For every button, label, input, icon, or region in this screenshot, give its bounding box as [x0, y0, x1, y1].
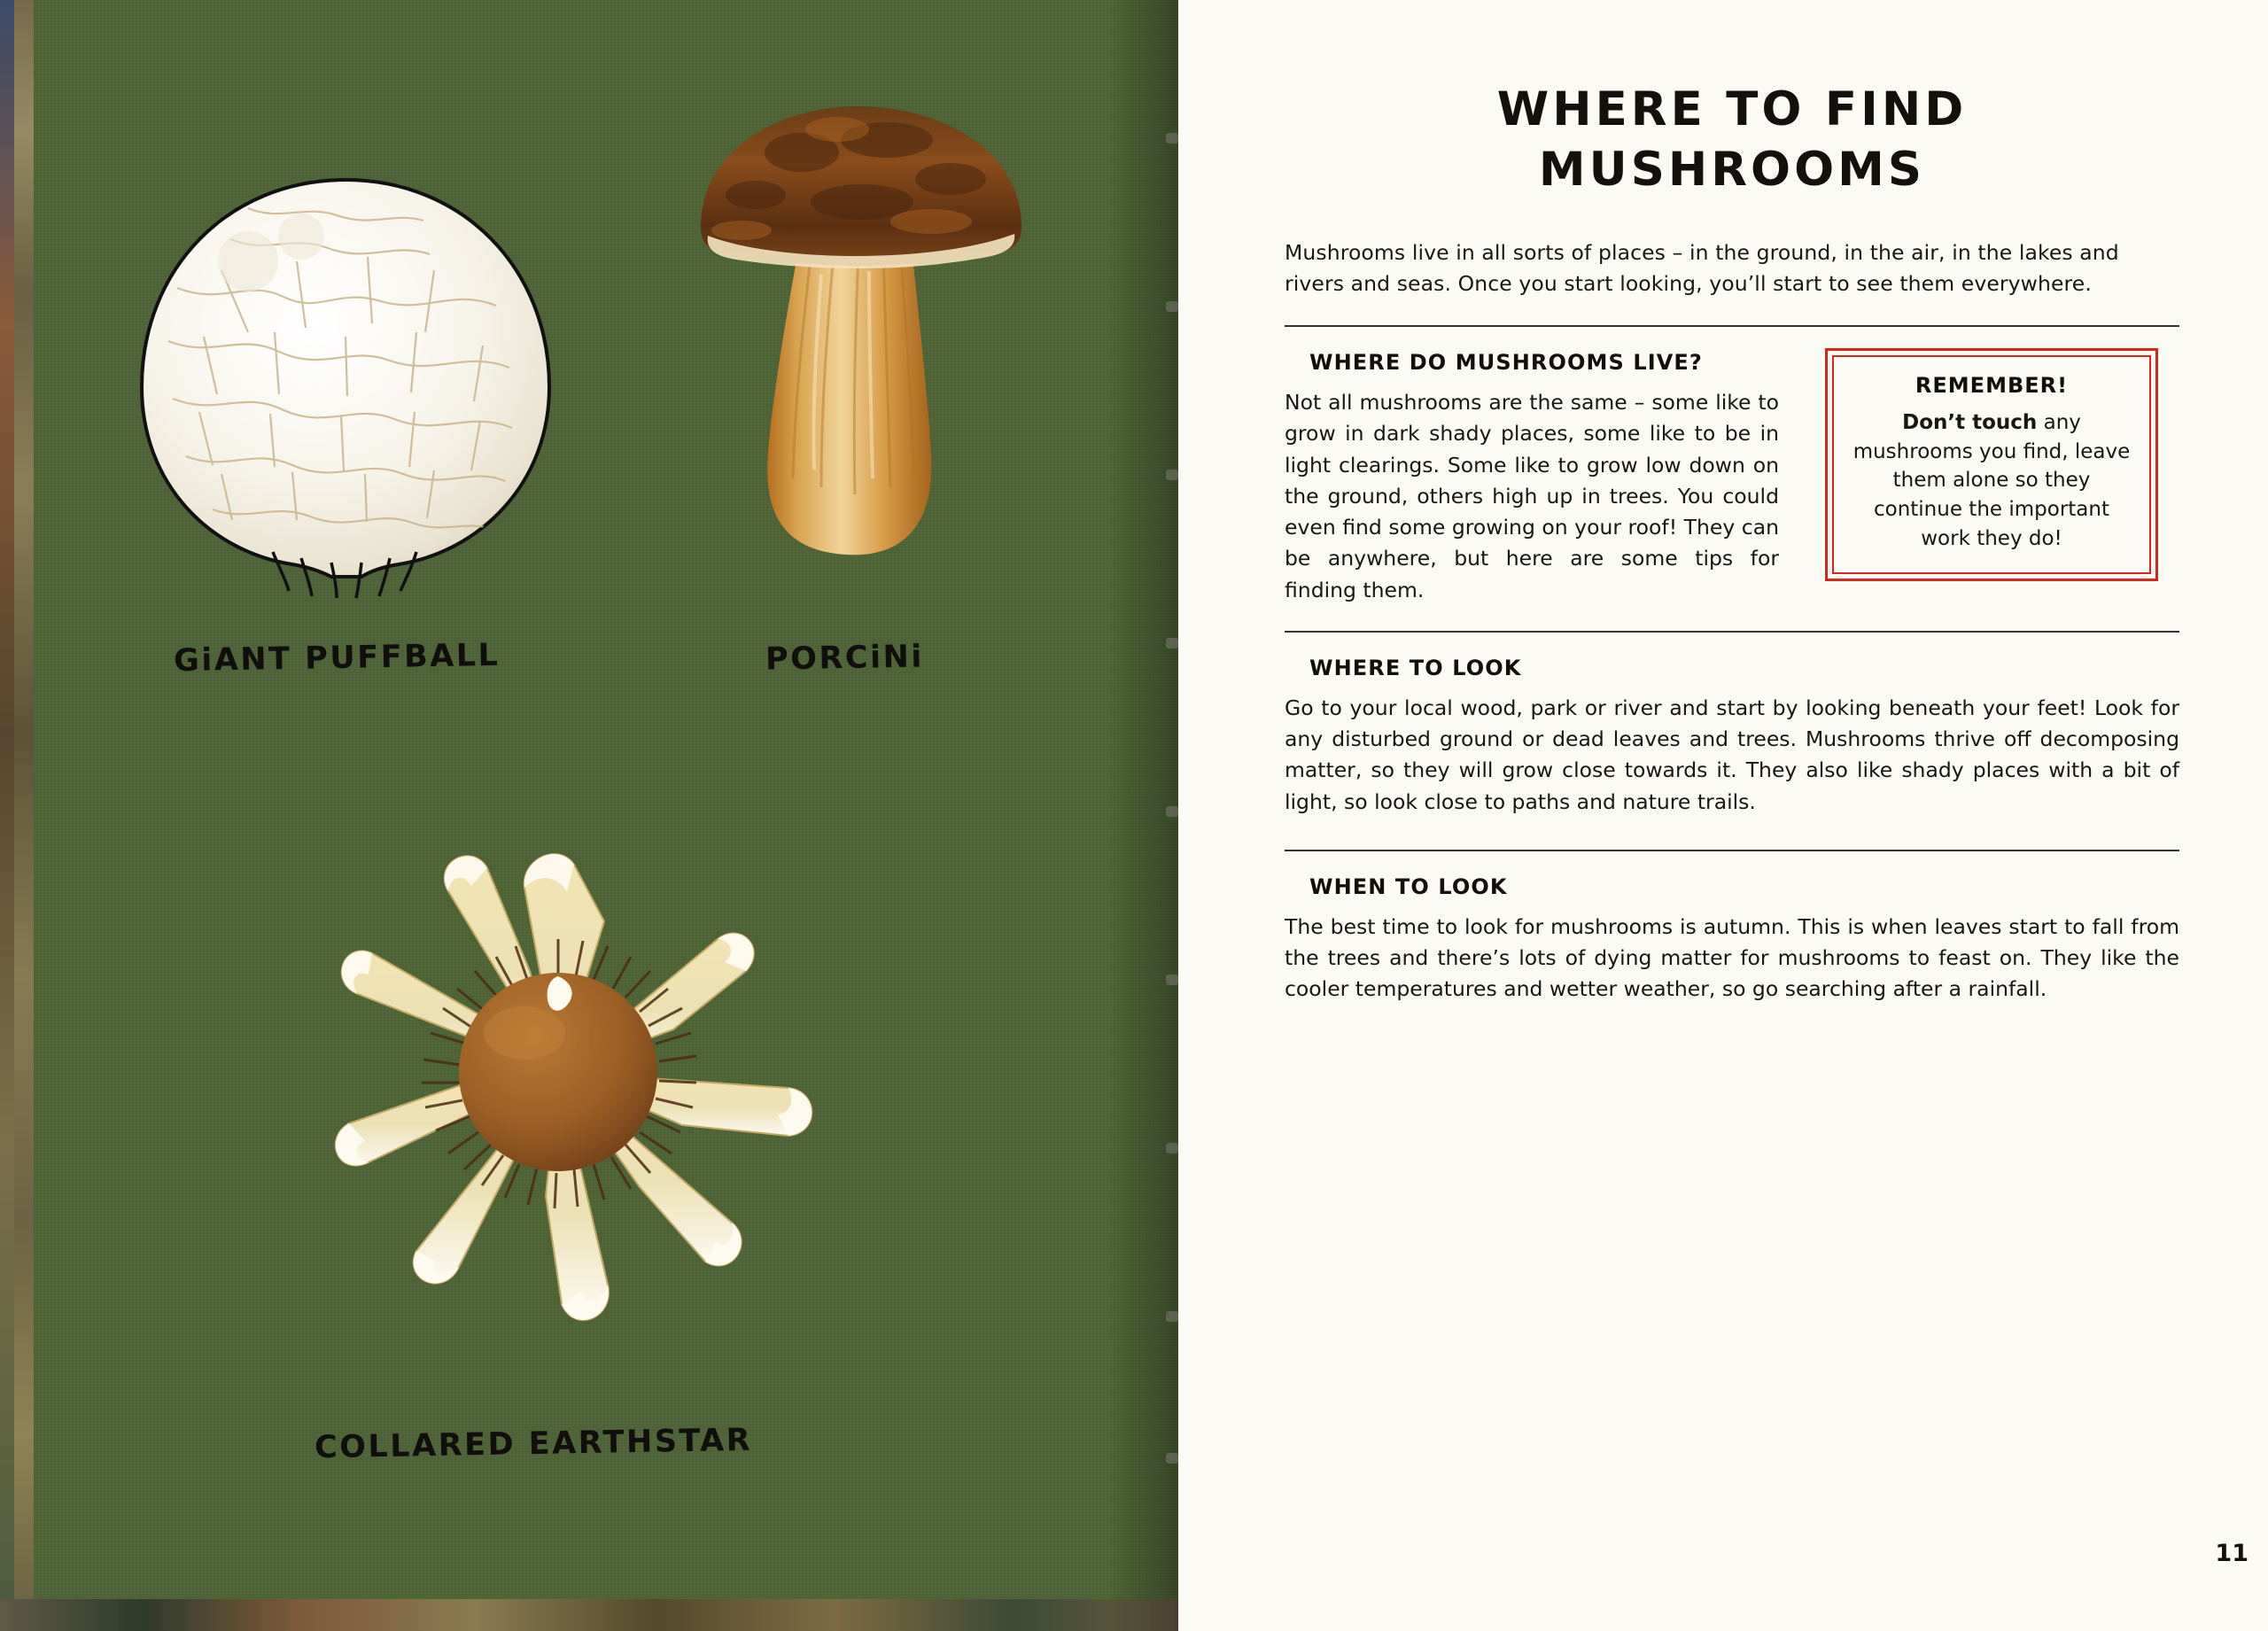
page-title — [1285, 80, 2179, 200]
section-title-where-to-look: WHERE TO LOOK — [1309, 655, 1522, 680]
remember-callout-inner — [1832, 355, 2151, 574]
bottom-photo-edge — [0, 1599, 1192, 1631]
page-title-line1: WHERE TO FIND — [1496, 82, 1968, 136]
right-page-content — [1285, 0, 2179, 1631]
book-edge-inner — [0, 0, 14, 1631]
caption-collared-earthstar: COLLARED EARTHSTAR — [314, 1422, 753, 1466]
porcini-illustration — [669, 97, 1059, 629]
remember-rest: any mushrooms you find, leave them alone so they continue the important work they do! — [1852, 411, 2131, 550]
intro-paragraph: Mushrooms live in all sorts of places – in the ground, in the air, in the lakes and rivers and seas. Once you start looking, you’ll start to see them everywhere. — [1285, 239, 2119, 297]
section-where-do-mushrooms-live — [1285, 327, 2179, 606]
section-body-when-to-look: The best time to look for mushrooms is autumn. This is when leaves start to fall from the trees and there’s lots of dying matter for mushrooms to feast on. They like the cooler temperatures and wetter weather, so go searching after a rainfall. — [1285, 913, 2179, 1002]
section-title-where-live: WHERE DO MUSHROOMS LIVE? — [1309, 350, 1703, 376]
remember-title: REMEMBER! — [1915, 373, 2069, 399]
porcini-svg — [669, 97, 1059, 629]
spine-notches — [1166, 0, 1178, 1631]
collared-earthstar-illustration — [292, 806, 842, 1373]
remember-text — [1848, 408, 2135, 553]
remember-bold-lead: Don’t touch — [1902, 411, 2038, 435]
right-page — [1178, 0, 2268, 1631]
divider-3 — [1285, 850, 2179, 851]
collared-earthstar-svg — [292, 806, 842, 1373]
section-body-where-to-look: Go to your local wood, park or river and start by looking beneath your feet! Look for any disturbed ground or dead leaves and trees. Mushrooms thrive off decomposing matter, so they will grow close towards it. They also like shady places with a bit of light, so look close to paths and nature trails. — [1285, 695, 2179, 814]
giant-puffball-illustration — [115, 155, 576, 616]
giant-puffball-svg — [115, 155, 576, 616]
section-text-column — [1285, 327, 1798, 606]
page-number: 11 — [2215, 1540, 2249, 1567]
remember-callout-box — [1825, 348, 2158, 581]
caption-porcini: PORCiNi — [765, 639, 925, 678]
divider-2 — [1285, 631, 2179, 633]
section-when-to-look — [1285, 874, 2179, 1006]
section-where-to-look — [1285, 656, 2179, 818]
caption-giant-puffball: GiANT PUFFBALL — [173, 637, 501, 680]
section-body-where-live: Not all mushrooms are the same – some like to grow in dark shady places, some like to be in light clearings. Some like to grow low down on the ground, others high up in trees. You could even find some growing on your roof! They can be anywhere, but here are some tips for finding them. — [1285, 390, 1779, 602]
section-title-when-to-look: WHEN TO LOOK — [1309, 874, 1508, 899]
page-title-line2: MUSHROOMS — [1538, 142, 1926, 197]
